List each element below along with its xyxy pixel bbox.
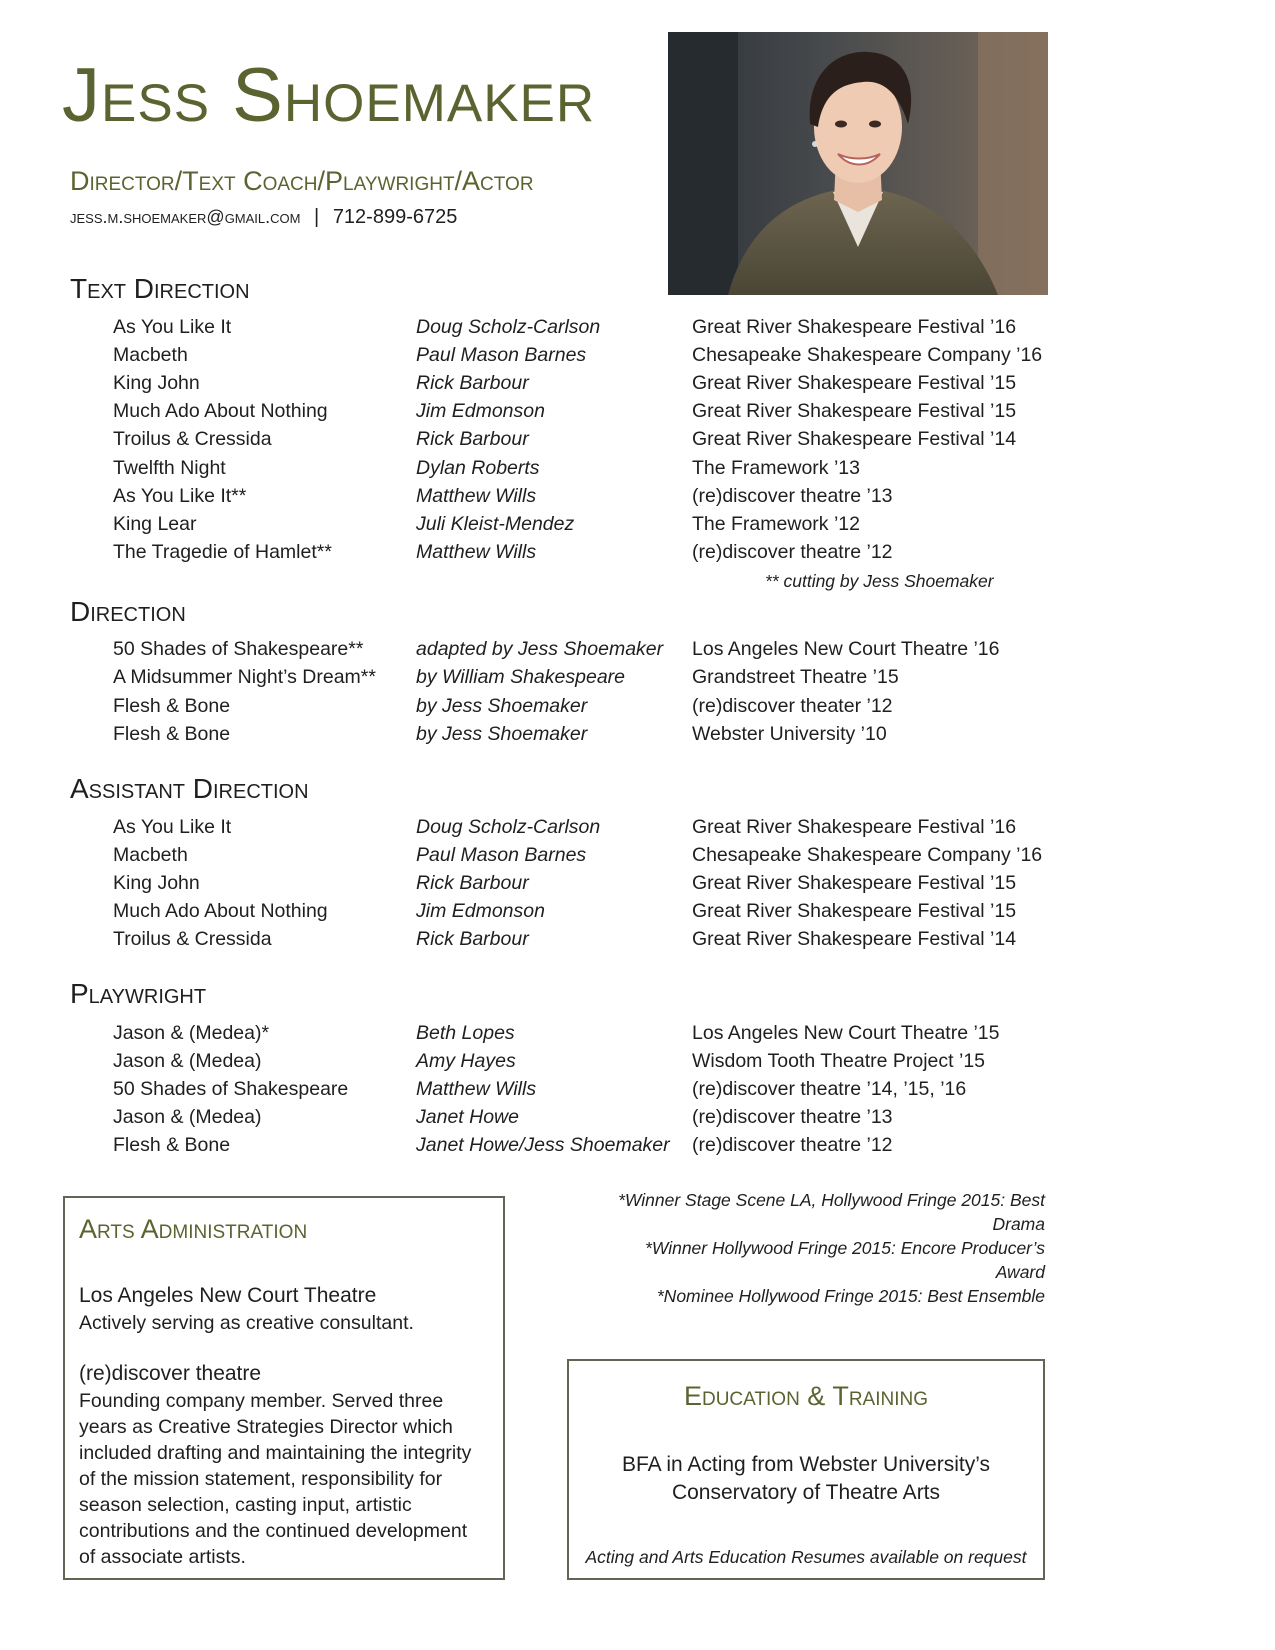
credit-director: Paul Mason Barnes [416,844,587,867]
credit-director: Doug Scholz-Carlson [416,316,601,338]
cutting-note: ** cutting by Jess Shoemaker [765,571,994,591]
admin-org-description-line: Founding company member. Served three [79,1390,444,1412]
credit-title: Jason & (Medea) [113,1106,262,1129]
credit-title: King Lear [113,512,197,535]
credit-venue: Webster University ’10 [692,722,887,745]
admin-org-description-line: years as Creative Strategies Director which [79,1416,453,1438]
credit-director: Paul Mason Barnes [416,344,587,367]
admin-org-description-line: of the mission statement, responsibility for [79,1468,443,1490]
admin-org-name: Los Angeles New Court Theatre [79,1284,377,1307]
credit-venue: (re)discover theatre ’13 [692,1106,893,1129]
admin-org-name: (re)discover theatre [79,1362,262,1385]
award-note: Award [995,1262,1045,1282]
credit-director: Rick Barbour [416,872,529,895]
credit-title: King John [113,372,200,395]
credit-director: Amy Hayes [416,1050,516,1073]
section-title-text-direction: Text Direction [70,273,250,304]
credit-venue: Great River Shakespeare Festival ’16 [692,816,1017,838]
credit-title: Macbeth [113,344,188,367]
credit-venue: Wisdom Tooth Theatre Project ’15 [692,1050,986,1073]
credit-title: Flesh & Bone [113,1134,231,1157]
credit-director: Rick Barbour [416,372,529,395]
credit-venue: The Framework ’13 [692,456,860,479]
credit-title: As You Like It [113,316,232,338]
education-title: Education & Training [683,1381,928,1411]
credit-director: by Jess Shoemaker [416,694,588,717]
award-note: Drama [992,1214,1045,1234]
awards-notes [560,1188,1045,1308]
phone-number: 712-899-6725 [332,206,458,228]
credit-director: by Jess Shoemaker [416,722,588,745]
credit-director: Dylan Roberts [416,456,540,479]
headshot-photo [668,32,1048,295]
section-title-playwright: Playwright [70,978,207,1009]
credit-title: Flesh & Bone [113,694,231,717]
degree-line: Conservatory of Theatre Arts [671,1481,941,1504]
credit-venue: Great River Shakespeare Festival ’16 [692,316,1017,338]
credit-venue: The Framework ’12 [692,512,860,535]
resumes-note: Acting and Arts Education Resumes available on request [585,1547,1027,1567]
credit-director: by William Shakespeare [416,666,625,689]
arts-administration-content [79,1282,494,1570]
credit-title: 50 Shades of Shakespeare** [113,638,364,660]
credit-director: Rick Barbour [416,428,529,451]
credit-venue: (re)discover theatre ’13 [692,484,893,507]
credit-venue: (re)discover theatre ’14, ’15, ’16 [692,1078,967,1101]
credit-venue: Great River Shakespeare Festival ’15 [692,400,1017,423]
credit-venue: (re)discover theatre ’12 [692,1134,893,1157]
credit-venue: Los Angeles New Court Theatre ’16 [692,638,1000,660]
credit-title: Jason & (Medea)* [113,1022,270,1044]
credit-venue: (re)discover theater ’12 [692,694,893,717]
admin-org-description-line: included drafting and maintaining the integrity [79,1442,472,1464]
credit-venue: Great River Shakespeare Festival ’15 [692,900,1017,923]
credit-title: Much Ado About Nothing [113,900,328,923]
education-degree [569,1451,1043,1507]
credit-director: Matthew Wills [416,540,537,563]
credit-venue: Great River Shakespeare Festival ’14 [692,928,1017,951]
section-title-direction: Direction [70,596,186,627]
arts-administration-box [63,1196,505,1580]
resume-name: Jess Shoemaker [62,53,596,138]
credit-venue: Great River Shakespeare Festival ’15 [692,372,1017,395]
credit-director: Janet Howe [416,1106,519,1129]
credit-title: As You Like It** [113,484,247,507]
credit-venue: Chesapeake Shakespeare Company ’16 [692,344,1043,367]
credit-title: King John [113,872,200,895]
credit-director: Matthew Wills [416,1078,537,1101]
credit-venue: Grandstreet Theatre ’15 [692,666,899,689]
email-address[interactable]: jess.m.shoemaker@gmail.com [70,207,301,227]
degree-line: BFA in Acting from Webster University’s [621,1453,991,1476]
credit-director: Doug Scholz-Carlson [416,816,601,838]
credit-title: Macbeth [113,844,188,867]
credit-venue: Great River Shakespeare Festival ’14 [692,428,1017,451]
award-note: *Winner Stage Scene LA, Hollywood Fringe 2015: Best [618,1190,1045,1210]
resume-subtitle: Director/Text Coach/Playwright/Actor [70,166,534,196]
credit-title: Much Ado About Nothing [113,400,328,423]
credit-director: Rick Barbour [416,928,529,951]
credit-director: Jim Edmonson [416,900,545,923]
credit-director: Jim Edmonson [416,400,545,423]
contact-line [70,207,457,227]
admin-org-description-line: contributions and the continued development [79,1520,468,1542]
contact-separator: | [314,206,320,228]
credit-director: Matthew Wills [416,484,537,507]
credit-title: Jason & (Medea) [113,1050,262,1073]
credit-venue: (re)discover theatre ’12 [692,540,893,563]
credit-venue: Los Angeles New Court Theatre ’15 [692,1022,1000,1044]
admin-org-description-line: of associate artists. [79,1546,246,1568]
credit-director: adapted by Jess Shoemaker [416,638,664,660]
credit-venue: Great River Shakespeare Festival ’15 [692,872,1017,895]
credit-title: Twelfth Night [113,456,226,479]
award-note: *Nominee Hollywood Fringe 2015: Best Ensemble [656,1286,1045,1306]
credit-title: The Tragedie of Hamlet** [113,540,332,563]
credit-director: Beth Lopes [416,1022,515,1044]
credit-title: Troilus & Cressida [113,428,272,451]
credit-venue: Chesapeake Shakespeare Company ’16 [692,844,1043,867]
credit-title: As You Like It [113,816,232,838]
arts-administration-title: Arts Administration [79,1214,308,1244]
section-title-assistant-direction: Assistant Direction [70,773,309,804]
credit-title: 50 Shades of Shakespeare [113,1078,349,1101]
education-box [567,1359,1045,1580]
credit-title: Troilus & Cressida [113,928,272,951]
credit-title: Flesh & Bone [113,722,231,745]
credit-director: Janet Howe/Jess Shoemaker [416,1134,670,1157]
credit-director: Juli Kleist-Mendez [416,512,575,535]
admin-org-description-line: season selection, casting input, artistic [79,1494,412,1516]
headshot-illustration [668,32,1048,295]
admin-org-description: Actively serving as creative consultant. [79,1312,414,1334]
credit-title: A Midsummer Night’s Dream** [113,666,376,689]
award-note: *Winner Hollywood Fringe 2015: Encore Producer’s [645,1238,1045,1258]
